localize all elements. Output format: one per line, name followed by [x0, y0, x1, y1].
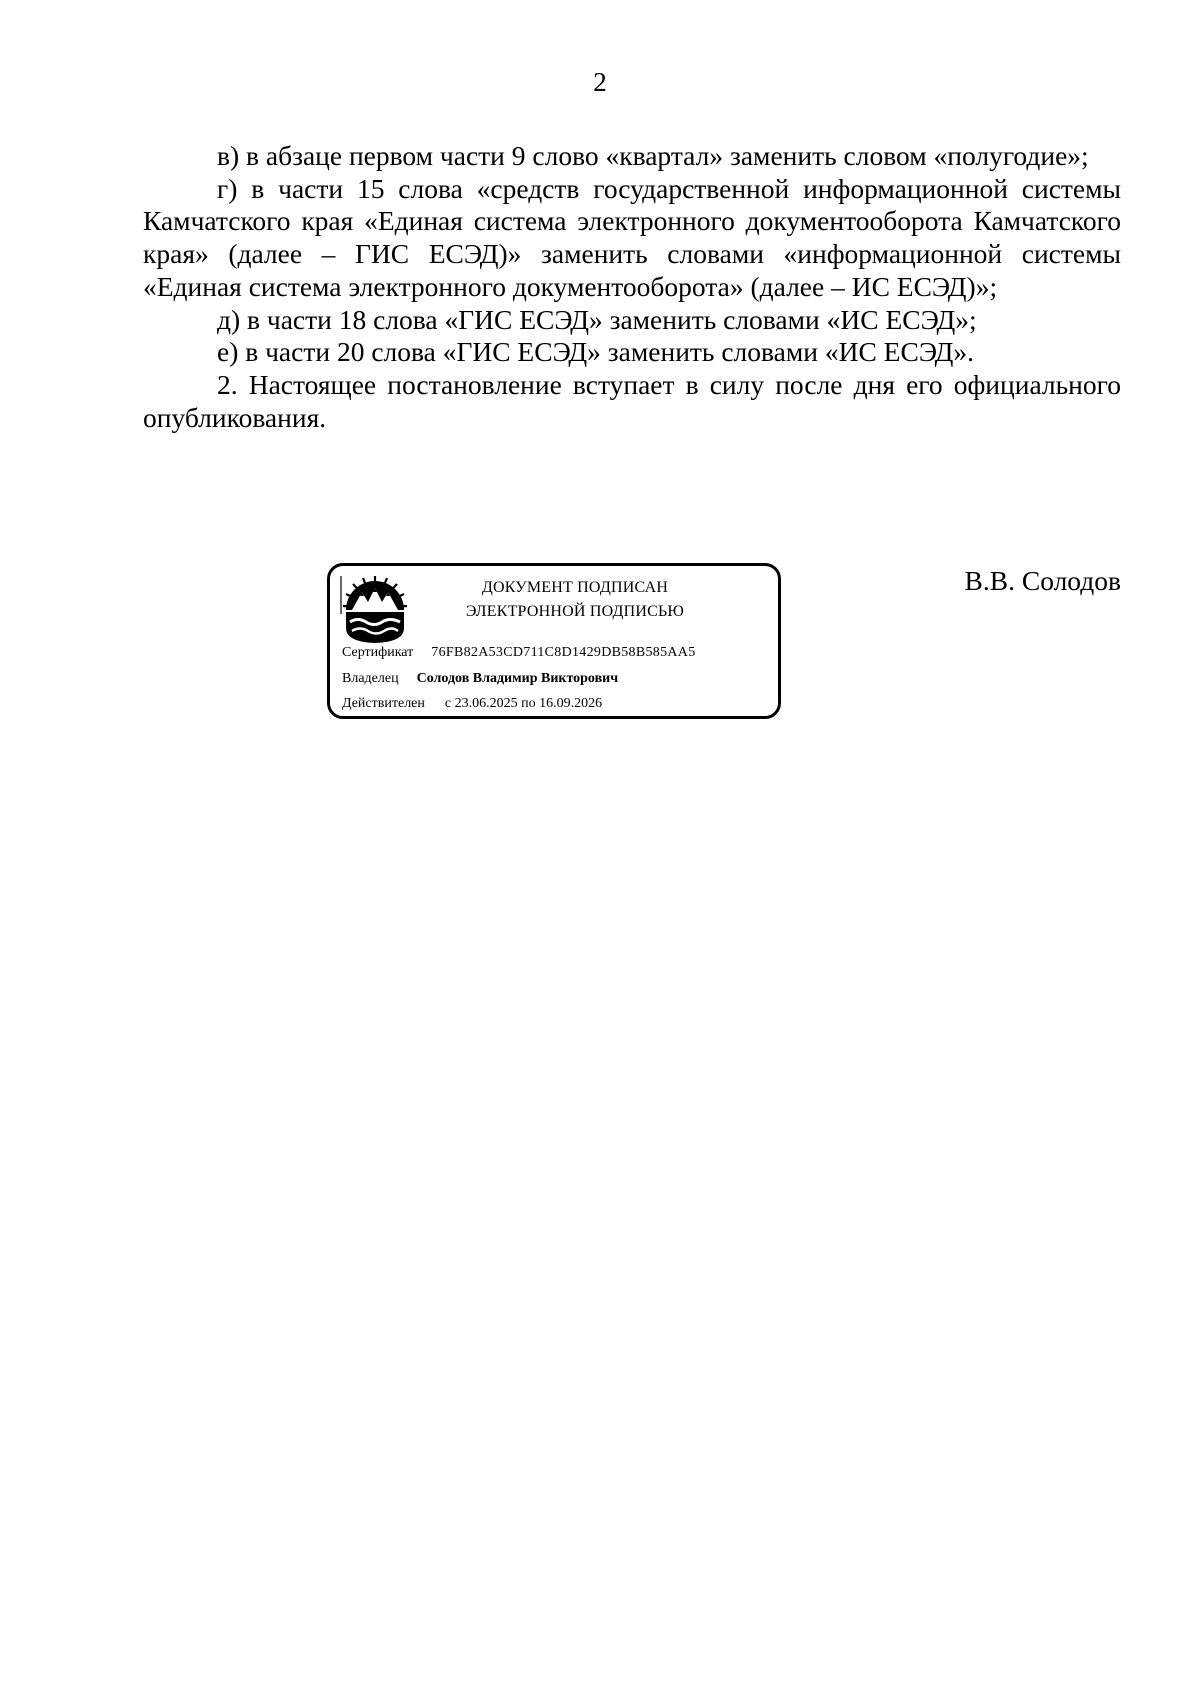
page-number: 2 [593, 67, 607, 97]
electronic-signature-stamp [327, 563, 781, 719]
stamp-owner-row [342, 670, 618, 688]
certificate-label: Сертификат [342, 645, 414, 660]
stamp-title [425, 576, 725, 624]
paragraph-2: 2. Настоящее постановление вступает в силу после дня его официального опубликования. [143, 368, 1121, 433]
validity-label: Действителен [342, 696, 425, 711]
stamp-certificate-row [342, 644, 696, 662]
kamchatka-coat-of-arms-icon [340, 572, 410, 644]
document-body [143, 140, 1121, 434]
validity-value: с 23.06.2025 по 16.09.2026 [444, 696, 603, 711]
owner-label: Владелец [342, 671, 399, 686]
signer-name: В.В. Солодов [964, 565, 1121, 596]
paragraph-v: в) в абзаце первом части 9 слово «квартал» заменить словом «полугодие»; [217, 140, 1089, 171]
stamp-validity-row [342, 695, 602, 713]
owner-value: Солодов Владимир Викторович [416, 671, 619, 686]
paragraph-g: г) в части 15 слова «средств государственной информационной системы Камчатского края «Единая система электронного документооборота Камчатского края» (далее – ГИС ЕСЭД)» заменить словами «информационной системы «Единая система электронного документооборота» (далее – ИС ЕСЭД)»; [143, 172, 1121, 302]
paragraph-e: е) в части 20 слова «ГИС ЕСЭД» заменить словами «ИС ЕСЭД». [217, 336, 975, 368]
stamp-title-line1: ДОКУМЕНТ ПОДПИСАН [481, 579, 669, 596]
paragraph-d: д) в части 18 слова «ГИС ЕСЭД» заменить словами «ИС ЕСЭД»; [217, 303, 977, 335]
certificate-value: 76FB82A53CD711C8D1429DB58B585AA5 [431, 645, 696, 660]
stamp-title-line2: ЭЛЕКТРОННОЙ ПОДПИСЬЮ [465, 603, 685, 620]
